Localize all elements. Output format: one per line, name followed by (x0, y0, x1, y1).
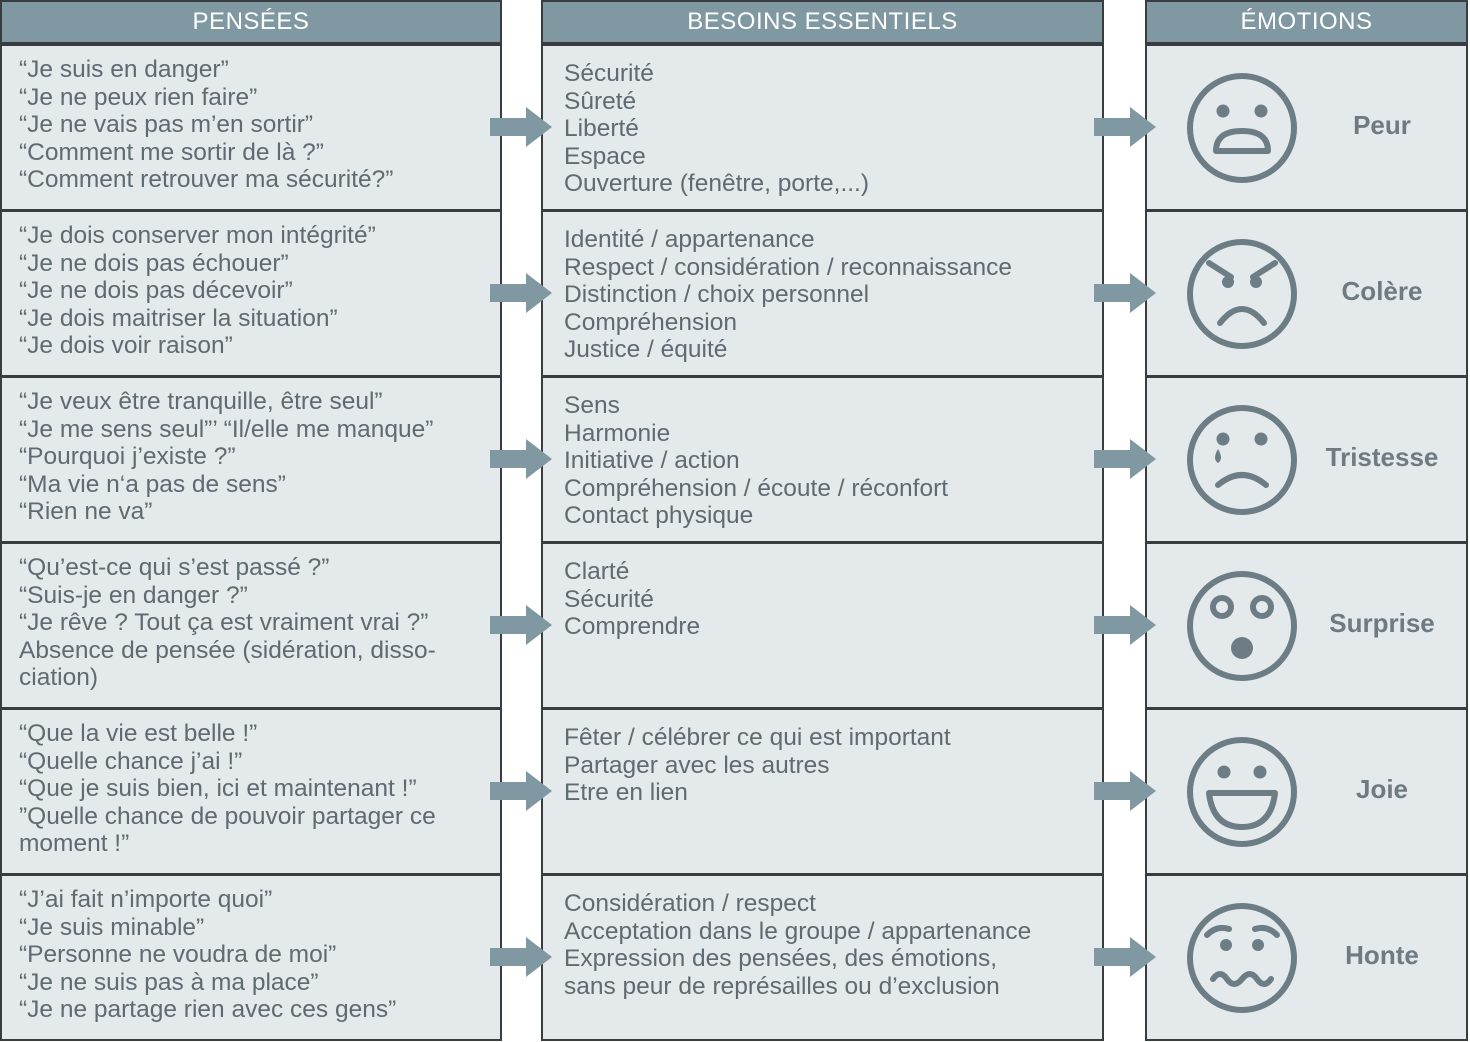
emotion-cell (1145, 44, 1468, 211)
emotion-label: Joie (1355, 773, 1409, 804)
thoughts-cell (0, 708, 502, 875)
need-line: Respect / considération / reconnaissance (564, 253, 1013, 281)
thoughts-list (2, 544, 500, 692)
sadness-face-icon (1185, 403, 1299, 524)
thought-line: “Je dois conserver mon intégrité” (19, 222, 376, 249)
emotion-cell (1145, 542, 1468, 709)
needs-cell (541, 708, 1104, 875)
need-line: Ouverture (fenêtre, porte,...) (564, 170, 870, 198)
emotions-header: ÉMOTIONS (1145, 0, 1468, 44)
need-line: Sécurité (564, 60, 654, 87)
emotion-label: Surprise (1329, 607, 1435, 638)
joy-face-icon (1185, 735, 1299, 856)
needs-header: BESOINS ESSENTIELS (541, 0, 1104, 44)
needs-list (543, 876, 1102, 1000)
thought-line: “Je ne dois pas décevoir” (19, 277, 293, 305)
emotion-cell (1145, 376, 1468, 543)
thought-line: “Comment retrouver ma sécurité?” (19, 166, 394, 194)
thought-line: Absence de pensée (sidération, disso- (19, 636, 436, 664)
thought-line: “Quelle chance j’ai !” (19, 747, 243, 775)
need-line: Initiative / action (564, 447, 740, 475)
emotion-cell (1145, 210, 1468, 377)
thought-line: “Personne ne voudra de moi” (19, 941, 337, 969)
needs-cell (541, 542, 1104, 709)
fear-face-icon (1185, 71, 1299, 192)
shame-face-icon (1185, 901, 1299, 1022)
thought-line: “Je ne partage rien avec ces gens” (19, 996, 397, 1024)
emotion-label: Tristesse (1325, 441, 1439, 472)
thought-line: “Que la vie est belle !” (19, 720, 258, 747)
thought-line: “Je me sens seul”’ “Il/elle me manque” (19, 415, 434, 443)
need-line: Espace (564, 142, 646, 170)
arrow-thoughts-to-needs-icon (490, 601, 554, 649)
thought-line: “Qu’est-ce qui s’est passé ?” (19, 554, 330, 581)
thought-line: “Rien ne va” (19, 498, 153, 526)
thoughts-cell (0, 44, 502, 211)
thoughts-list (2, 212, 500, 360)
thought-line: “Je ne peux rien faire” (19, 83, 258, 111)
need-line: Partager avec les autres (564, 751, 830, 779)
thought-line: ”Quelle chance de pouvoir partager ce (19, 802, 436, 830)
thought-line: “Je veux être tranquille, être seul” (19, 388, 383, 415)
arrow-thoughts-to-needs-icon (490, 269, 554, 317)
thoughts-list (2, 876, 500, 1024)
need-line: Harmonie (564, 419, 671, 447)
need-line: Etre en lien (564, 779, 688, 807)
arrow-needs-to-emotion-icon (1094, 269, 1158, 317)
thought-line: “Suis-je en danger ?” (19, 581, 248, 609)
emotion-label: Colère (1341, 275, 1423, 306)
thoughts-list (2, 378, 500, 526)
needs-list (543, 710, 1102, 807)
thoughts-list (2, 46, 500, 194)
need-line: Sûreté (564, 87, 637, 115)
arrow-needs-to-emotion-icon (1094, 767, 1158, 815)
anger-face-icon (1185, 237, 1299, 358)
emotion-cell (1145, 874, 1468, 1041)
needs-list (543, 544, 1102, 641)
thought-line: “Je ne dois pas échouer” (19, 249, 289, 277)
need-line: Considération / respect (564, 890, 816, 917)
need-line: Fêter / célébrer ce qui est important (564, 724, 951, 751)
arrow-needs-to-emotion-icon (1094, 103, 1158, 151)
arrow-needs-to-emotion-icon (1094, 601, 1158, 649)
needs-cell (541, 44, 1104, 211)
needs-list (543, 212, 1102, 364)
needs-cell (541, 210, 1104, 377)
thought-line: “Ma vie n‘a pas de sens” (19, 470, 286, 498)
need-line: Expression des pensées, des émotions, (564, 945, 998, 973)
arrow-thoughts-to-needs-icon (490, 933, 554, 981)
thought-line: “Je suis en danger” (19, 56, 229, 83)
thought-line: moment !” (19, 830, 130, 858)
thoughts-header: PENSÉES (0, 0, 502, 44)
thought-line: “Je suis minable” (19, 913, 205, 941)
arrow-thoughts-to-needs-icon (490, 435, 554, 483)
thoughts-cell (0, 542, 502, 709)
emotion-label: Honte (1345, 939, 1419, 970)
needs-list (543, 46, 1102, 198)
need-line: Identité / appartenance (564, 226, 815, 253)
thought-line: ciation) (19, 664, 98, 692)
need-line: Acceptation dans le groupe / appartenance (564, 917, 1032, 945)
arrow-needs-to-emotion-icon (1094, 933, 1158, 981)
thoughts-list (2, 710, 500, 858)
need-line: Distinction / choix personnel (564, 281, 870, 309)
need-line: Compréhension / écoute / réconfort (564, 474, 949, 502)
need-line: Justice / équité (564, 336, 728, 364)
needs-cell (541, 376, 1104, 543)
thought-line: “Comment me sortir de là ?” (19, 138, 324, 166)
thought-line: “Je ne vais pas m’en sortir” (19, 111, 314, 139)
need-line: Compréhension (564, 308, 737, 336)
surprise-face-icon (1185, 569, 1299, 690)
arrow-thoughts-to-needs-icon (490, 103, 554, 151)
need-line: Contact physique (564, 502, 754, 530)
thought-line: “Je dois maitriser la situation” (19, 304, 338, 332)
thought-line: “Je dois voir raison” (19, 332, 233, 360)
arrow-thoughts-to-needs-icon (490, 767, 554, 815)
thoughts-cell (0, 874, 502, 1041)
need-line: Liberté (564, 115, 639, 143)
thought-line: “Que je suis bien, ici et maintenant !” (19, 775, 417, 803)
arrow-needs-to-emotion-icon (1094, 435, 1158, 483)
need-line: Clarté (564, 558, 630, 585)
needs-cell (541, 874, 1104, 1041)
thoughts-cell (0, 210, 502, 377)
thought-line: “Pourquoi j’existe ?” (19, 443, 236, 471)
thought-line: “Je rêve ? Tout ça est vraiment vrai ?” (19, 609, 429, 637)
thought-line: “Je ne suis pas à ma place” (19, 968, 319, 996)
thoughts-cell (0, 376, 502, 543)
need-line: Comprendre (564, 613, 701, 641)
thought-line: “J’ai fait n’importe quoi” (19, 886, 273, 913)
need-line: sans peur de représailles ou d’exclusion (564, 972, 1000, 1000)
needs-list (543, 378, 1102, 530)
emotion-cell (1145, 708, 1468, 875)
need-line: Sens (564, 392, 620, 419)
emotion-label: Peur (1353, 109, 1411, 140)
need-line: Sécurité (564, 585, 654, 613)
